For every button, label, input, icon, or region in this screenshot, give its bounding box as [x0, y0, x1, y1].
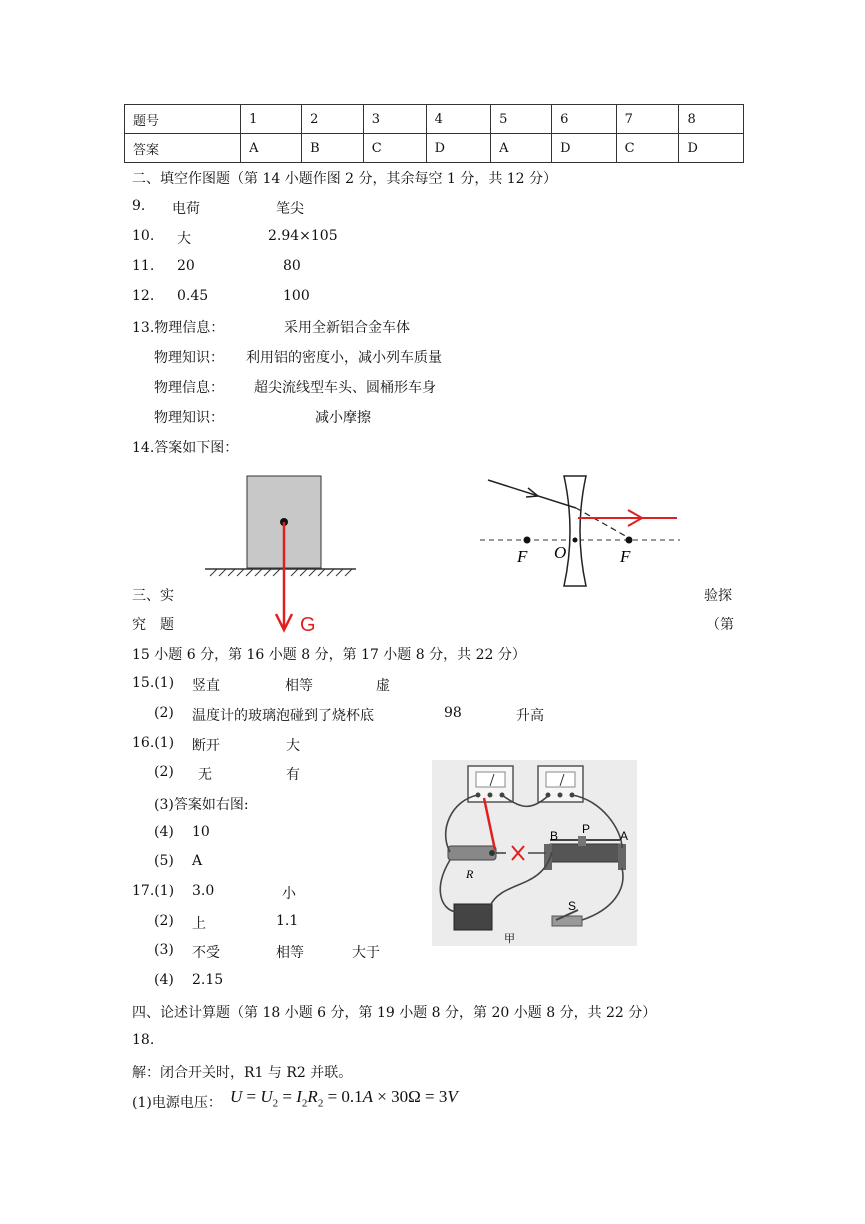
q16-1-label: 16.(1) [132, 735, 175, 751]
q15-1-answer-1: 竖直 [192, 678, 220, 694]
q16-4-answer: 10 [192, 824, 210, 840]
table-cell: 答案 [125, 134, 241, 163]
q17-3-answer-3: 大于 [352, 945, 380, 961]
q17-4-label: (4) [154, 972, 174, 988]
terminal-b-label: B [550, 829, 559, 843]
table-cell: 3 [363, 105, 426, 134]
q9-answer-1: 电荷 [172, 201, 200, 217]
optical-center-label: O [554, 543, 567, 562]
q15-1-label: 15.(1) [132, 675, 175, 691]
section-3-heading-part5: 15 小题 6 分，第 16 小题 8 分，第 17 小题 8 分，共 22 分） [132, 647, 526, 663]
focus-right-label: F [620, 547, 631, 566]
q13-info-2: 超尖流线型车头、圆桶形车身 [254, 380, 436, 396]
table-cell: A [491, 134, 552, 163]
q13-knowledge-2: 减小摩擦 [315, 410, 371, 426]
table-cell: D [426, 134, 490, 163]
focus-left-label: F [517, 547, 528, 566]
q16-2-answer-1: 无 [198, 767, 212, 783]
q16-4-label: (4) [154, 824, 174, 840]
q16-2-answer-2: 有 [286, 767, 300, 783]
force-diagram [200, 472, 365, 637]
q11-number: 11. [132, 258, 155, 274]
section-3-heading-part1: 三、实 [132, 588, 174, 604]
answer-table [124, 104, 744, 163]
incident-ray [488, 480, 576, 508]
q17-2-answer-2: 1.1 [276, 913, 299, 929]
table-cell: D [679, 134, 744, 163]
q17-2-answer-1: 上 [192, 916, 206, 932]
q17-3-answer-2: 相等 [276, 945, 304, 961]
q12-number: 12. [132, 288, 155, 304]
table-row [125, 105, 744, 134]
table-cell: 7 [616, 105, 679, 134]
table-cell: C [616, 134, 679, 163]
q13-knowledge-label-2: 物理知识： [154, 410, 224, 426]
table-cell: 4 [426, 105, 490, 134]
q18-number: 18. [132, 1032, 155, 1048]
terminal-a-label: A [620, 829, 629, 843]
q17-2-label: (2) [154, 913, 174, 929]
q16-1-answer-2: 大 [286, 738, 300, 754]
table-cell: 6 [552, 105, 616, 134]
q16-5-answer: A [192, 853, 203, 869]
virtual-extension [576, 508, 629, 538]
q15-1-answer-3: 虚 [376, 678, 390, 694]
q15-2-label: (2) [154, 705, 174, 721]
figure-caption: 甲 [504, 932, 515, 945]
slider-p-label: P [582, 822, 591, 836]
q12-answer-1: 0.45 [177, 288, 209, 304]
q18-solution-intro: 解：闭合开关时，R1 与 R2 并联。 [132, 1065, 353, 1081]
q13-info-1: 采用全新铝合金车体 [284, 320, 410, 336]
q17-3-answer-1: 不受 [192, 945, 220, 961]
q9-answer-2: 笔尖 [276, 201, 304, 217]
table-cell: B [302, 134, 364, 163]
q11-answer-2: 80 [283, 258, 301, 274]
gravity-label: G [300, 614, 316, 636]
q13-info-label-2: 物理信息： [154, 380, 224, 396]
q16-2-label: (2) [154, 764, 174, 780]
q15-2-answer-3: 升高 [516, 708, 544, 724]
section-2-heading: 二、填空作图题（第 14 小题作图 2 分，其余每空 1 分，共 12 分） [132, 171, 558, 187]
q9-number: 9. [132, 198, 146, 214]
table-cell: D [552, 134, 616, 163]
table-cell: C [363, 134, 426, 163]
q17-1-label: 17.(1) [132, 883, 175, 899]
q13-knowledge-1: 利用铝的密度小，减小列车质量 [246, 350, 442, 366]
q17-4-answer: 2.15 [192, 972, 224, 988]
table-cell: 题号 [125, 105, 241, 134]
q16-3-text: (3)答案如右图: [154, 797, 249, 813]
q16-5-label: (5) [154, 853, 174, 869]
focus-left [524, 537, 531, 544]
table-cell: 2 [302, 105, 364, 134]
q10-answer-2: 2.94×105 [268, 228, 338, 244]
q18-step-1-label: (1)电源电压： [132, 1095, 222, 1111]
q14-text: 14.答案如下图： [132, 440, 239, 456]
section-3-heading-part3: 究 题 [132, 617, 174, 633]
q10-number: 10. [132, 228, 155, 244]
q10-answer-1: 大 [177, 231, 191, 247]
voltmeter [468, 766, 513, 802]
q16-1-answer-1: 断开 [192, 738, 220, 754]
q15-1-answer-2: 相等 [285, 678, 313, 694]
resistor [448, 846, 496, 860]
section-4-heading: 四、论述计算题（第 18 小题 6 分，第 19 小题 8 分，第 20 小题 8 分，共 22 分） [132, 1005, 657, 1021]
ground-hatch [210, 569, 352, 576]
q13-knowledge-label-1: 物理知识： [154, 350, 224, 366]
focus-right [626, 537, 633, 544]
table-cell: 1 [241, 105, 302, 134]
q11-answer-1: 20 [177, 258, 195, 274]
q17-1-answer-1: 3.0 [192, 883, 215, 899]
circuit-diagram [432, 760, 637, 946]
q17-3-label: (3) [154, 942, 174, 958]
lens-diagram [478, 474, 683, 592]
table-cell: 5 [491, 105, 552, 134]
concave-lens [564, 476, 586, 586]
q17-1-answer-2: 小 [282, 886, 296, 902]
switch-label: S [568, 899, 577, 913]
q15-2-answer-1: 温度计的玻璃泡碰到了烧杯底 [192, 708, 374, 724]
optical-center [573, 538, 578, 543]
table-row [125, 134, 744, 163]
table-cell: 8 [679, 105, 744, 134]
switch [552, 916, 582, 926]
q13-info-label-1: 13.物理信息： [132, 320, 225, 336]
resistor-label: R [466, 867, 474, 881]
section-3-heading-part2: 验探 [704, 588, 732, 604]
q15-2-answer-2: 98 [444, 705, 462, 721]
table-cell: A [241, 134, 302, 163]
battery [454, 904, 492, 930]
section-3-heading-part4: （第 [706, 617, 734, 633]
q18-equation: $U = U_2 = I_2R_2 = 0.1A \times 30\Omega = 3V$ [230, 1087, 458, 1110]
q12-answer-2: 100 [283, 288, 310, 304]
